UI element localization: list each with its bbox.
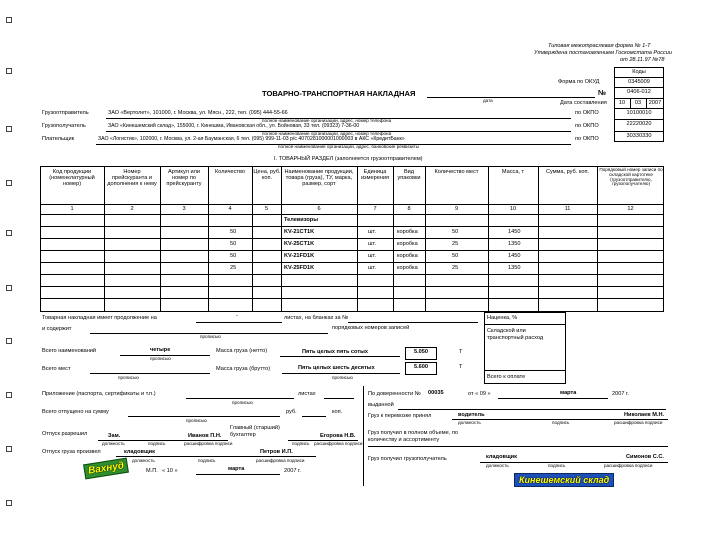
mass-gross-value: Пять целых шесть десятых [298,365,375,371]
row-3-pack: коробка [397,253,418,259]
col-header-3: Артикул или номер по прейскуранту [166,169,202,187]
row-2-unit: шт. [368,241,376,247]
release-by-label: Отпуск разрешил [42,431,88,437]
section-title: I. ТОВАРНЫЙ РАЗДЕЛ (заполняется грузоотправителем) [274,156,423,162]
release-name: Иванов П.Н. [188,433,222,439]
hint-signature-1: подпись [148,441,166,446]
col-header-6: Наименование продукции, товара (груза), ТУ, марка, размер, сорт [284,169,354,187]
consignee-label: Грузополучатель [42,123,86,129]
row-2-places: 25 [452,241,459,247]
records-label: порядковых номеров записей [332,325,410,331]
col-header-10: Масса, т [501,169,525,175]
group-title: Телевизоры [284,217,318,223]
bullet-marker [6,392,12,398]
row-4-mass: 1350 [508,265,521,271]
col-num-12: 12 [627,206,634,212]
in-words-hint-5: прописью [232,400,253,405]
in-words-hint-1: прописью [200,334,221,339]
row-1-unit: шт. [368,229,376,235]
in-words-hint-3: прописью [118,375,139,380]
appendix-label: Приложение (паспорта, сертификаты и т.п.) [42,391,156,397]
okud-code: 0345009 [628,79,650,85]
bullet-marker [6,230,12,236]
document-title: ТОВАРНО-ТРАНСПОРТНАЯ НАКЛАДНАЯ [262,89,416,98]
power-month: марта [560,390,577,396]
mass-net-value: Пять целых пять сотых [302,349,368,355]
acceptance-note: Груз получил в полном объеме, по количеству и ассортименту [368,430,458,443]
row-2-qty: 50 [230,241,237,247]
consignee-value: ЗАО «Кинешемский склад», 155000, г. Кинешма, Ивановская обл., ул. Бойновая, 33 тел. (09323) 7-36-00 [108,123,360,129]
date-word: дата [483,98,493,103]
hint-fullname-4: расшифровка подписи [614,420,663,425]
in-words-hint-6: прописью [186,418,207,423]
shipper-hint: полное наименование организации, адрес, номер телефона [262,118,392,123]
accepted-label: Груз к перевозке принял [368,413,432,419]
hint-position-2: должность [132,458,155,463]
number-label: № [598,88,607,97]
goods-table [40,166,664,312]
col-header-4: Количество [214,169,246,175]
bullet-marker [6,180,12,186]
mass-net-unit: Т [459,349,463,355]
consignee-hint: полное наименование организации, адрес, номер телефона [262,131,392,136]
appendix-sheets: листах [298,391,316,397]
col-header-12: Порядковый номер записи по складской картотеке (грузоотправителю, грузополучателю) [599,167,663,187]
chief-accountant-name: Егорова Н.В. [320,433,356,439]
accepted-position: водитель [458,412,485,418]
shipper-label: Грузоотправитель [42,110,89,116]
row-1-qty: 50 [230,229,237,235]
payer-okpo: 30330330 [626,133,652,139]
payer-hint: полное наименование организации, адрес, банковские реквизиты [278,144,419,149]
power-number: 00035 [428,390,444,396]
row-4-unit: шт. [368,265,376,271]
received-name: Симонов С.С. [626,454,664,460]
hint-fullname-5: расшифровка подписи [604,463,653,468]
mass-net-num: 5.050 [414,349,428,355]
form-code-line-2: Утверждена постановлением Госкомстата России [534,50,673,56]
release-position: Зам. [108,433,121,439]
payer-value: ЗАО «Логистик», 102000, г. Москва, ул. 2-ая Бауманская, 6 тел. (095) 999-11-03 р/с 4070281000001000003 в АКС «КредитБанк» [98,136,405,142]
col-header-9: Количество мест [434,169,479,175]
released-sum-label: Всего отпущено на сумму [42,409,109,415]
shipper-stamp: Вахнуд [83,458,129,480]
hint-position-1: должность [102,441,125,446]
col-num-5: 5 [264,206,269,212]
total-names-label: Всего наименований [42,348,97,354]
bullet-marker [6,285,12,291]
col-header-11: Сумма, руб. коп. [545,169,590,175]
mp-year: 2007 г. [284,468,301,474]
col-num-11: 11 [564,206,571,212]
shipper-value: ЗАО «Вертолет», 101000, г. Москва, ул. Мясн., 222, тел. (095) 444-55-66 [108,110,288,116]
col-num-8: 8 [407,206,411,212]
row-2-name: KV-25CT1K [284,241,315,247]
mass-gross-label: Масса груза (брутто) [216,366,271,372]
codes-header: Коды [632,69,646,75]
shipped-name: Петров И.П. [260,449,293,455]
row-1-pack: коробка [397,229,418,235]
row-3-unit: шт. [368,253,376,259]
col-header-1: Код продукции (номенклатурный номер) [49,169,95,187]
hint-position-3: должность [458,420,481,425]
row-3-name: KV-21FD1K [284,253,315,259]
mass-net-label: Масса груза (нетто) [216,348,268,354]
hint-fullname-3: расшифровка подписи [256,458,305,463]
shipper-okpo: 10100010 [626,110,652,116]
consignee-okpo: 22220020 [626,121,652,127]
shipped-position: кладовщик [124,449,155,455]
col-num-1: 1 [70,206,74,212]
mp-month: марта [228,466,245,472]
col-num-6: 6 [317,206,321,212]
col-num-3: 3 [182,206,186,212]
contains-label: и содержит [42,326,72,332]
issued-label: выданной [368,402,394,408]
hint-signature-3: подпись [198,458,216,463]
mp-day: « 10 » [162,468,178,474]
col-header-8: Вид упаковки [397,169,421,181]
row-4-qty: 25 [230,265,237,271]
hint-signature-2: подпись [292,441,310,446]
row-4-pack: коробка [397,265,418,271]
col-header-5: Цена, руб. коп. [253,169,281,181]
okud-label: Форма по ОКУД [558,79,600,85]
released-kop: коп. [332,409,343,415]
date-month: 03 [634,100,642,106]
mass-gross-num: 5.600 [414,364,428,370]
total-pay-label: Всего к оплате [487,374,526,380]
col-num-2: 2 [130,206,134,212]
row-3-mass: 1450 [508,253,521,259]
date-day: 10 [618,100,626,106]
in-words-hint-4: прописью [332,375,353,380]
in-words-hint-2: прописью [150,356,171,361]
hint-signature-4: подпись [552,420,570,425]
continuation-blanks: листах, на бланках за № [284,315,349,321]
consignee-stamp: Кинешемский склад [514,473,614,487]
payer-okpo-label: по ОКПО [575,136,599,142]
bullet-marker [6,446,12,452]
shipped-by-label: Отпуск груза произвел [42,449,101,455]
bullet-marker [6,500,12,506]
row-1-places: 50 [452,229,459,235]
row-1-name: KV-21CT1K [284,229,315,235]
row-2-mass: 1350 [508,241,521,247]
chief-accountant-label: Главный (старший) бухгалтер [230,425,280,438]
date-year: 2007 [648,100,662,106]
shipper-okpo-label: по ОКПО [575,110,599,116]
received-position: кладовщик [486,454,517,460]
payer-label: Плательщик [42,136,75,142]
hint-signature-5: подпись [548,463,566,468]
hint-position-4: должность [486,463,509,468]
col-header-2: Номер прейскуранта и дополнения к нему [107,169,157,187]
form-code-line-1: Типовая межотраслевая форма № 1-Т [548,43,651,49]
markup-label: Наценка, % [487,315,518,321]
bullet-marker [6,338,12,344]
row-1-mass: 1450 [508,229,521,235]
hint-fullname-2: расшифровка подписи [314,441,363,446]
col-num-7: 7 [373,206,377,212]
received-label: Груз получил грузополучатель [368,456,447,462]
row-2-pack: коробка [397,241,418,247]
places-label: Всего мест [42,366,71,372]
row-4-name: KV-25FD1K [284,265,315,271]
col-num-10: 10 [509,206,517,212]
mp-label: М.П. [146,468,158,474]
total-names-value: четыре [150,347,171,353]
doc-number-code: 0406-012 [627,89,651,95]
col-header-7: Единица измерения [360,169,390,181]
bullet-marker [6,68,12,74]
row-4-places: 25 [452,265,459,271]
power-year: 2007 г. [612,391,629,397]
power-from: от « 09 » [468,391,491,397]
surcharge-label: Складской или транспортный расход [487,328,544,341]
accepted-name: Николаев М.Н. [624,412,665,418]
row-3-places: 50 [452,253,459,259]
consignee-okpo-label: по ОКПО [575,123,599,129]
form-code-line-3: от 28.11.97 №78 [620,57,665,63]
col-num-4: 4 [228,206,232,212]
continuation-text: Товарная накладная имеет продолжение на [42,315,157,321]
continuation-sheets: - [236,313,238,319]
bullet-marker [6,126,12,132]
bullet-marker [6,17,12,23]
power-label: По доверенности № [368,391,421,397]
col-num-9: 9 [454,206,459,212]
released-rub: руб. [286,409,297,415]
mass-gross-unit: Т [459,364,463,370]
hint-fullname-1: расшифровка подписи [184,441,233,446]
date-label: Дата составления [560,100,607,106]
row-3-qty: 50 [230,253,237,259]
